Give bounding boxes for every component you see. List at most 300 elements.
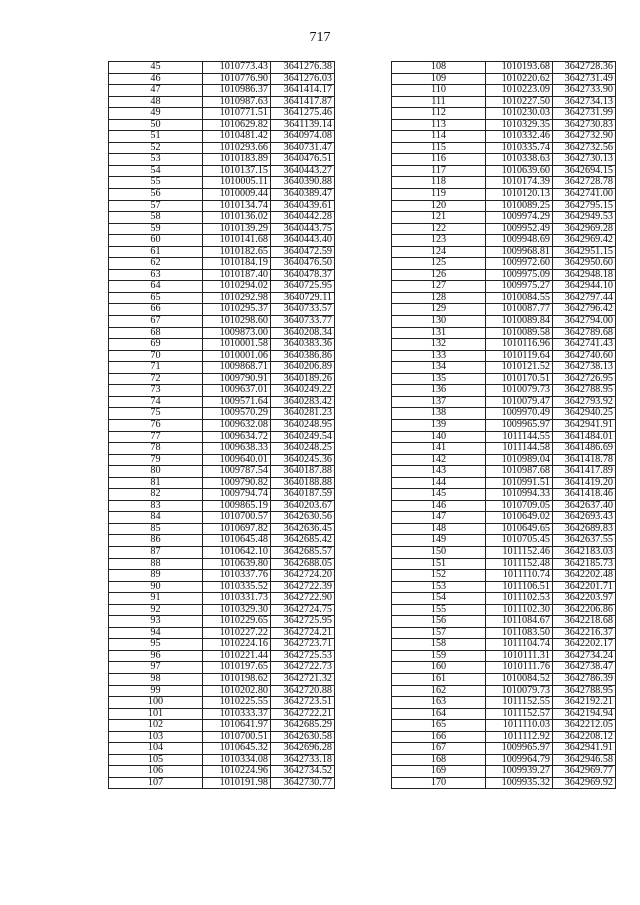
point-number-cell: 132 xyxy=(392,339,486,351)
y-coordinate-cell: 3642732.90 xyxy=(553,131,616,143)
x-coordinate-cell: 1010198.62 xyxy=(203,673,271,685)
x-coordinate-cell: 1010224.16 xyxy=(203,639,271,651)
table-row xyxy=(109,316,335,328)
table-row xyxy=(109,189,335,201)
y-coordinate-cell: 3640439.61 xyxy=(271,200,335,212)
y-coordinate-cell: 3642722.73 xyxy=(271,662,335,674)
x-coordinate-cell: 1009868.71 xyxy=(203,362,271,374)
point-number-cell: 128 xyxy=(392,292,486,304)
x-coordinate-cell: 1010629.82 xyxy=(203,119,271,131)
point-number-cell: 114 xyxy=(392,131,486,143)
y-coordinate-cell: 3642636.45 xyxy=(271,523,335,535)
table-row xyxy=(392,385,616,397)
point-number-cell: 98 xyxy=(109,673,203,685)
x-coordinate-cell: 1010079.47 xyxy=(486,396,553,408)
table-row xyxy=(392,593,616,605)
point-number-cell: 63 xyxy=(109,269,203,281)
table-row xyxy=(109,708,335,720)
table-row xyxy=(109,408,335,420)
table-row xyxy=(392,673,616,685)
x-coordinate-cell: 1010642.10 xyxy=(203,546,271,558)
y-coordinate-cell: 3642206.86 xyxy=(553,604,616,616)
table-row xyxy=(109,246,335,258)
x-coordinate-cell: 1009638.33 xyxy=(203,443,271,455)
table-row xyxy=(392,200,616,212)
table-row xyxy=(109,223,335,235)
point-number-cell: 120 xyxy=(392,200,486,212)
y-coordinate-cell: 3642969.77 xyxy=(553,766,616,778)
table-row xyxy=(109,177,335,189)
point-number-cell: 119 xyxy=(392,189,486,201)
table-row xyxy=(392,743,616,755)
x-coordinate-cell: 1010333.37 xyxy=(203,708,271,720)
table-row xyxy=(109,523,335,535)
x-coordinate-cell: 1010229.65 xyxy=(203,616,271,628)
table-row xyxy=(392,269,616,281)
y-coordinate-cell: 3642720.88 xyxy=(271,685,335,697)
y-coordinate-cell: 3640733.57 xyxy=(271,304,335,316)
table-row xyxy=(109,777,335,789)
table-row xyxy=(392,697,616,709)
y-coordinate-cell: 3640476.51 xyxy=(271,154,335,166)
y-coordinate-cell: 3640472.59 xyxy=(271,246,335,258)
coordinates-table-right xyxy=(391,61,616,789)
y-coordinate-cell: 3641276.38 xyxy=(271,62,335,74)
x-coordinate-cell: 1011104.74 xyxy=(486,639,553,651)
point-number-cell: 97 xyxy=(109,662,203,674)
point-number-cell: 129 xyxy=(392,304,486,316)
table-row xyxy=(109,512,335,524)
point-number-cell: 125 xyxy=(392,258,486,270)
table-row xyxy=(392,119,616,131)
table-row xyxy=(109,304,335,316)
x-coordinate-cell: 1010183.89 xyxy=(203,154,271,166)
table-row xyxy=(109,604,335,616)
table-row xyxy=(109,743,335,755)
x-coordinate-cell: 1010329.30 xyxy=(203,604,271,616)
table-row xyxy=(392,650,616,662)
x-coordinate-cell: 1009952.49 xyxy=(486,223,553,235)
x-coordinate-cell: 1010335.74 xyxy=(486,142,553,154)
point-number-cell: 89 xyxy=(109,570,203,582)
point-number-cell: 83 xyxy=(109,500,203,512)
x-coordinate-cell: 1010223.09 xyxy=(486,85,553,97)
point-number-cell: 116 xyxy=(392,154,486,166)
x-coordinate-cell: 1010649.65 xyxy=(486,523,553,535)
y-coordinate-cell: 3640248.95 xyxy=(271,419,335,431)
x-coordinate-cell: 1011110.03 xyxy=(486,720,553,732)
point-number-cell: 155 xyxy=(392,604,486,616)
y-coordinate-cell: 3642694.15 xyxy=(553,165,616,177)
point-number-cell: 156 xyxy=(392,616,486,628)
point-number-cell: 49 xyxy=(109,108,203,120)
y-coordinate-cell: 3641484.01 xyxy=(553,431,616,443)
point-number-cell: 81 xyxy=(109,477,203,489)
x-coordinate-cell: 1010182.65 xyxy=(203,246,271,258)
x-coordinate-cell: 1010001.58 xyxy=(203,339,271,351)
point-number-cell: 79 xyxy=(109,454,203,466)
x-coordinate-cell: 1010141.68 xyxy=(203,235,271,247)
point-number-cell: 144 xyxy=(392,477,486,489)
y-coordinate-cell: 3640386.86 xyxy=(271,350,335,362)
y-coordinate-cell: 3642786.39 xyxy=(553,673,616,685)
x-coordinate-cell: 1010697.82 xyxy=(203,523,271,535)
table-row xyxy=(392,500,616,512)
point-number-cell: 148 xyxy=(392,523,486,535)
x-coordinate-cell: 1011152.48 xyxy=(486,558,553,570)
x-coordinate-cell: 1010639.60 xyxy=(486,165,553,177)
table-row xyxy=(392,339,616,351)
x-coordinate-cell: 1010700.51 xyxy=(203,731,271,743)
table-row xyxy=(109,650,335,662)
y-coordinate-cell: 3640443.27 xyxy=(271,165,335,177)
y-coordinate-cell: 3641418.78 xyxy=(553,454,616,466)
x-coordinate-cell: 1011112.92 xyxy=(486,731,553,743)
point-number-cell: 134 xyxy=(392,362,486,374)
table-row xyxy=(392,165,616,177)
y-coordinate-cell: 3642722.21 xyxy=(271,708,335,720)
point-number-cell: 162 xyxy=(392,685,486,697)
x-coordinate-cell: 1011152.55 xyxy=(486,697,553,709)
x-coordinate-cell: 1010776.90 xyxy=(203,73,271,85)
x-coordinate-cell: 1009640.01 xyxy=(203,454,271,466)
y-coordinate-cell: 3642969.42 xyxy=(553,235,616,247)
x-coordinate-cell: 1010987.68 xyxy=(486,466,553,478)
y-coordinate-cell: 3641275.46 xyxy=(271,108,335,120)
x-coordinate-cell: 1009964.79 xyxy=(486,754,553,766)
y-coordinate-cell: 3642185.73 xyxy=(553,558,616,570)
table-row xyxy=(392,627,616,639)
y-coordinate-cell: 3640249.22 xyxy=(271,385,335,397)
table-row xyxy=(109,212,335,224)
point-number-cell: 71 xyxy=(109,362,203,374)
table-row xyxy=(392,777,616,789)
x-coordinate-cell: 1010332.46 xyxy=(486,131,553,143)
point-number-cell: 59 xyxy=(109,223,203,235)
y-coordinate-cell: 3642788.95 xyxy=(553,385,616,397)
x-coordinate-cell: 1010337.76 xyxy=(203,570,271,582)
x-coordinate-cell: 1010292.98 xyxy=(203,292,271,304)
x-coordinate-cell: 1009570.29 xyxy=(203,408,271,420)
table-row xyxy=(109,754,335,766)
y-coordinate-cell: 3642693.43 xyxy=(553,512,616,524)
x-coordinate-cell: 1010987.63 xyxy=(203,96,271,108)
y-coordinate-cell: 3642944.10 xyxy=(553,281,616,293)
y-coordinate-cell: 3642788.95 xyxy=(553,685,616,697)
point-number-cell: 104 xyxy=(109,743,203,755)
x-coordinate-cell: 1009637.01 xyxy=(203,385,271,397)
y-coordinate-cell: 3640281.23 xyxy=(271,408,335,420)
y-coordinate-cell: 3640731.47 xyxy=(271,142,335,154)
table-row xyxy=(392,304,616,316)
y-coordinate-cell: 3640189.26 xyxy=(271,373,335,385)
y-coordinate-cell: 3641419.20 xyxy=(553,477,616,489)
table-row xyxy=(109,546,335,558)
table-row xyxy=(109,350,335,362)
table-row xyxy=(392,189,616,201)
point-number-cell: 68 xyxy=(109,327,203,339)
point-number-cell: 153 xyxy=(392,581,486,593)
table-row xyxy=(109,258,335,270)
point-number-cell: 160 xyxy=(392,662,486,674)
x-coordinate-cell: 1010338.63 xyxy=(486,154,553,166)
y-coordinate-cell: 3640729.11 xyxy=(271,292,335,304)
point-number-cell: 76 xyxy=(109,419,203,431)
y-coordinate-cell: 3642212.05 xyxy=(553,720,616,732)
y-coordinate-cell: 3642202.17 xyxy=(553,639,616,651)
y-coordinate-cell: 3640443.40 xyxy=(271,235,335,247)
table-row xyxy=(109,639,335,651)
table-row xyxy=(392,281,616,293)
point-number-cell: 117 xyxy=(392,165,486,177)
y-coordinate-cell: 3640390.88 xyxy=(271,177,335,189)
y-coordinate-cell: 3640208.34 xyxy=(271,327,335,339)
y-coordinate-cell: 3642789.68 xyxy=(553,327,616,339)
table-row xyxy=(392,258,616,270)
table-row xyxy=(109,593,335,605)
y-coordinate-cell: 3642689.83 xyxy=(553,523,616,535)
point-number-cell: 90 xyxy=(109,581,203,593)
point-number-cell: 105 xyxy=(109,754,203,766)
point-number-cell: 50 xyxy=(109,119,203,131)
point-number-cell: 154 xyxy=(392,593,486,605)
x-coordinate-cell: 1010645.48 xyxy=(203,535,271,547)
table-row xyxy=(392,454,616,466)
table-row xyxy=(392,108,616,120)
point-number-cell: 47 xyxy=(109,85,203,97)
table-row xyxy=(109,200,335,212)
table-row xyxy=(109,165,335,177)
point-number-cell: 106 xyxy=(109,766,203,778)
y-coordinate-cell: 3642734.52 xyxy=(271,766,335,778)
point-number-cell: 45 xyxy=(109,62,203,74)
x-coordinate-cell: 1010224.96 xyxy=(203,766,271,778)
point-number-cell: 82 xyxy=(109,489,203,501)
y-coordinate-cell: 3642725.53 xyxy=(271,650,335,662)
x-coordinate-cell: 1009790.82 xyxy=(203,477,271,489)
y-coordinate-cell: 3642738.47 xyxy=(553,662,616,674)
point-number-cell: 130 xyxy=(392,316,486,328)
x-coordinate-cell: 1009948.69 xyxy=(486,235,553,247)
x-coordinate-cell: 1010645.32 xyxy=(203,743,271,755)
point-number-cell: 96 xyxy=(109,650,203,662)
table-row xyxy=(392,616,616,628)
y-coordinate-cell: 3642721.32 xyxy=(271,673,335,685)
point-number-cell: 69 xyxy=(109,339,203,351)
point-number-cell: 101 xyxy=(109,708,203,720)
table-row xyxy=(109,73,335,85)
y-coordinate-cell: 3642940.25 xyxy=(553,408,616,420)
table-row xyxy=(109,85,335,97)
y-coordinate-cell: 3642731.99 xyxy=(553,108,616,120)
point-number-cell: 167 xyxy=(392,743,486,755)
y-coordinate-cell: 3640203.67 xyxy=(271,500,335,512)
y-coordinate-cell: 3642951.15 xyxy=(553,246,616,258)
y-coordinate-cell: 3640389.47 xyxy=(271,189,335,201)
point-number-cell: 55 xyxy=(109,177,203,189)
y-coordinate-cell: 3642722.90 xyxy=(271,593,335,605)
y-coordinate-cell: 3642733.90 xyxy=(553,85,616,97)
table-row xyxy=(109,673,335,685)
point-number-cell: 137 xyxy=(392,396,486,408)
x-coordinate-cell: 1010134.74 xyxy=(203,200,271,212)
point-number-cell: 86 xyxy=(109,535,203,547)
y-coordinate-cell: 3642794.00 xyxy=(553,316,616,328)
point-number-cell: 64 xyxy=(109,281,203,293)
x-coordinate-cell: 1010225.55 xyxy=(203,697,271,709)
point-number-cell: 139 xyxy=(392,419,486,431)
point-number-cell: 149 xyxy=(392,535,486,547)
y-coordinate-cell: 3642688.05 xyxy=(271,558,335,570)
y-coordinate-cell: 3642724.21 xyxy=(271,627,335,639)
x-coordinate-cell: 1010170.51 xyxy=(486,373,553,385)
x-coordinate-cell: 1010116.96 xyxy=(486,339,553,351)
point-number-cell: 107 xyxy=(109,777,203,789)
point-number-cell: 75 xyxy=(109,408,203,420)
table-row xyxy=(392,85,616,97)
table-row xyxy=(109,235,335,247)
table-row xyxy=(109,766,335,778)
x-coordinate-cell: 1010331.73 xyxy=(203,593,271,605)
y-coordinate-cell: 3642733.18 xyxy=(271,754,335,766)
y-coordinate-cell: 3641417.89 xyxy=(553,466,616,478)
x-coordinate-cell: 1010111.31 xyxy=(486,650,553,662)
y-coordinate-cell: 3641139.14 xyxy=(271,119,335,131)
y-coordinate-cell: 3642969.92 xyxy=(553,777,616,789)
table-row xyxy=(392,512,616,524)
y-coordinate-cell: 3642740.60 xyxy=(553,350,616,362)
x-coordinate-cell: 1010084.52 xyxy=(486,673,553,685)
point-number-cell: 74 xyxy=(109,396,203,408)
x-coordinate-cell: 1010191.98 xyxy=(203,777,271,789)
table-row xyxy=(392,131,616,143)
y-coordinate-cell: 3641276.03 xyxy=(271,73,335,85)
y-coordinate-cell: 3642216.37 xyxy=(553,627,616,639)
y-coordinate-cell: 3640442.28 xyxy=(271,212,335,224)
point-number-cell: 99 xyxy=(109,685,203,697)
point-number-cell: 152 xyxy=(392,570,486,582)
table-row xyxy=(109,339,335,351)
point-number-cell: 113 xyxy=(392,119,486,131)
point-number-cell: 163 xyxy=(392,697,486,709)
table-row xyxy=(109,108,335,120)
table-row xyxy=(392,408,616,420)
point-number-cell: 77 xyxy=(109,431,203,443)
x-coordinate-cell: 1009972.60 xyxy=(486,258,553,270)
x-coordinate-cell: 1010220.62 xyxy=(486,73,553,85)
x-coordinate-cell: 1010089.58 xyxy=(486,327,553,339)
point-number-cell: 108 xyxy=(392,62,486,74)
point-number-cell: 138 xyxy=(392,408,486,420)
x-coordinate-cell: 1009965.97 xyxy=(486,743,553,755)
y-coordinate-cell: 3642734.24 xyxy=(553,650,616,662)
x-coordinate-cell: 1010136.02 xyxy=(203,212,271,224)
y-coordinate-cell: 3642728.36 xyxy=(553,62,616,74)
y-coordinate-cell: 3642723.71 xyxy=(271,639,335,651)
point-number-cell: 110 xyxy=(392,85,486,97)
point-number-cell: 121 xyxy=(392,212,486,224)
table-row xyxy=(392,466,616,478)
y-coordinate-cell: 3642723.51 xyxy=(271,697,335,709)
point-number-cell: 61 xyxy=(109,246,203,258)
table-row xyxy=(109,477,335,489)
table-row xyxy=(109,466,335,478)
y-coordinate-cell: 3640283.42 xyxy=(271,396,335,408)
x-coordinate-cell: 1009632.08 xyxy=(203,419,271,431)
page-number: 717 xyxy=(309,30,331,45)
point-number-cell: 126 xyxy=(392,269,486,281)
x-coordinate-cell: 1009970.49 xyxy=(486,408,553,420)
y-coordinate-cell: 3642741.43 xyxy=(553,339,616,351)
point-number-cell: 87 xyxy=(109,546,203,558)
table-row xyxy=(392,558,616,570)
y-coordinate-cell: 3642730.77 xyxy=(271,777,335,789)
x-coordinate-cell: 1010174.39 xyxy=(486,177,553,189)
point-number-cell: 145 xyxy=(392,489,486,501)
point-number-cell: 159 xyxy=(392,650,486,662)
y-coordinate-cell: 3640443.75 xyxy=(271,223,335,235)
table-row xyxy=(392,223,616,235)
x-coordinate-cell: 1010994.33 xyxy=(486,489,553,501)
y-coordinate-cell: 3642793.92 xyxy=(553,396,616,408)
table-row xyxy=(392,766,616,778)
table-row xyxy=(109,454,335,466)
point-number-cell: 133 xyxy=(392,350,486,362)
table-row xyxy=(109,570,335,582)
table-row xyxy=(392,523,616,535)
point-number-cell: 70 xyxy=(109,350,203,362)
point-number-cell: 80 xyxy=(109,466,203,478)
table-row xyxy=(109,443,335,455)
table-row xyxy=(392,443,616,455)
x-coordinate-cell: 1009965.97 xyxy=(486,419,553,431)
point-number-cell: 109 xyxy=(392,73,486,85)
table-row xyxy=(109,154,335,166)
x-coordinate-cell: 1010709.05 xyxy=(486,500,553,512)
x-coordinate-cell: 1009634.72 xyxy=(203,431,271,443)
y-coordinate-cell: 3642732.56 xyxy=(553,142,616,154)
x-coordinate-cell: 1010991.51 xyxy=(486,477,553,489)
point-number-cell: 168 xyxy=(392,754,486,766)
x-coordinate-cell: 1010649.02 xyxy=(486,512,553,524)
table-row xyxy=(392,535,616,547)
x-coordinate-cell: 1010120.13 xyxy=(486,189,553,201)
point-number-cell: 46 xyxy=(109,73,203,85)
table-row xyxy=(392,431,616,443)
point-number-cell: 60 xyxy=(109,235,203,247)
point-number-cell: 73 xyxy=(109,385,203,397)
table-row xyxy=(109,627,335,639)
point-number-cell: 53 xyxy=(109,154,203,166)
x-coordinate-cell: 1010705.45 xyxy=(486,535,553,547)
y-coordinate-cell: 3642203.97 xyxy=(553,593,616,605)
point-number-cell: 88 xyxy=(109,558,203,570)
y-coordinate-cell: 3640188.88 xyxy=(271,477,335,489)
x-coordinate-cell: 1010089.25 xyxy=(486,200,553,212)
point-number-cell: 95 xyxy=(109,639,203,651)
x-coordinate-cell: 1010001.06 xyxy=(203,350,271,362)
x-coordinate-cell: 1011106.51 xyxy=(486,581,553,593)
table-row xyxy=(109,269,335,281)
x-coordinate-cell: 1010295.37 xyxy=(203,304,271,316)
table-row xyxy=(392,350,616,362)
x-coordinate-cell: 1011152.57 xyxy=(486,708,553,720)
y-coordinate-cell: 3642194.94 xyxy=(553,708,616,720)
x-coordinate-cell: 1011110.74 xyxy=(486,570,553,582)
x-coordinate-cell: 1010771.51 xyxy=(203,108,271,120)
table-row xyxy=(392,373,616,385)
table-row xyxy=(392,581,616,593)
